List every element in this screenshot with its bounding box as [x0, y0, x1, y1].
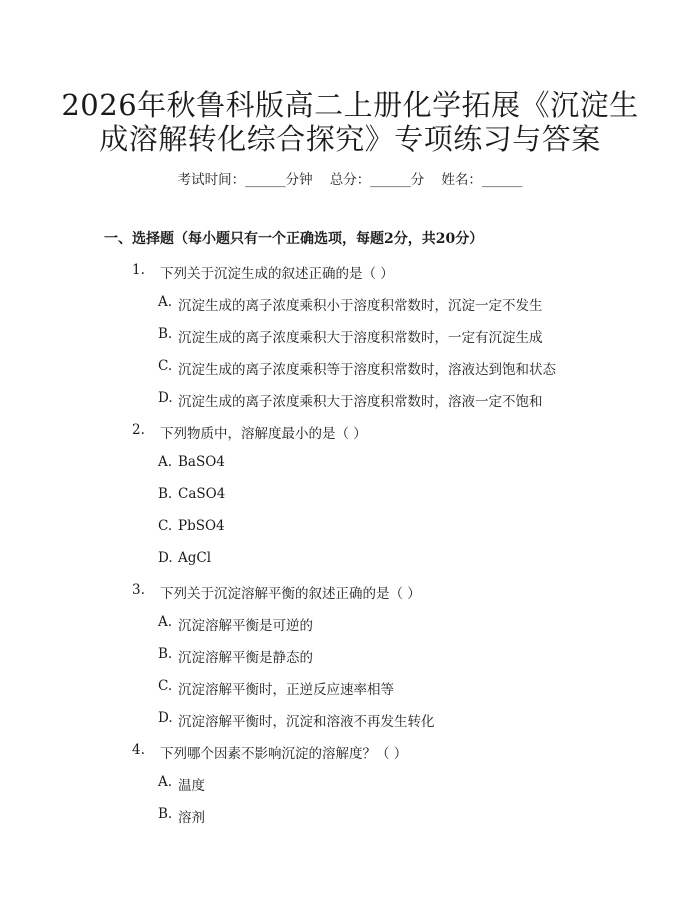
option-text: 沉淀生成的离子浓度乘积等于溶度积常数时，溶液达到饱和状态	[178, 362, 556, 378]
option-letter: D.	[158, 710, 173, 726]
option-text: 沉淀溶解平衡是静态的	[178, 650, 313, 666]
option-text: 沉淀生成的离子浓度乘积小于溶度积常数时，沉淀一定不发生	[178, 298, 543, 314]
option-text: AgCl	[178, 550, 212, 566]
question-text: 下列物质中，溶解度最小的是（ ）	[160, 426, 367, 442]
option-letter: B.	[158, 646, 173, 662]
option-text: 温度	[178, 778, 205, 794]
option-text: 沉淀生成的离子浓度乘积大于溶度积常数时，一定有沉淀生成	[178, 330, 543, 346]
option-text: PbSO4	[178, 518, 225, 534]
option-letter: C.	[158, 358, 173, 374]
option-letter: B.	[158, 486, 173, 502]
option-letter: D.	[158, 550, 173, 566]
option-letter: C.	[158, 518, 173, 534]
question-number: 1.	[132, 262, 145, 278]
option-text: BaSO4	[178, 454, 225, 470]
exam-meta-line: 考试时间：______分钟 总分：______分 姓名：______	[177, 172, 523, 188]
option-letter: A.	[158, 774, 173, 790]
question-number: 2.	[132, 422, 145, 438]
option-text: 沉淀溶解平衡时，正逆反应速率相等	[178, 682, 394, 698]
option-letter: A.	[158, 454, 173, 470]
question-number: 4.	[132, 742, 145, 758]
question-text: 下列关于沉淀溶解平衡的叙述正确的是（ ）	[160, 586, 421, 602]
document-title-line-1: 2026年秋鲁科版高二上册化学拓展《沉淀生	[61, 88, 639, 122]
option-text: 沉淀溶解平衡时，沉淀和溶液不再发生转化	[178, 714, 435, 730]
option-letter: B.	[158, 806, 173, 822]
question-number: 3.	[132, 582, 145, 598]
option-text: 溶剂	[178, 810, 205, 826]
document-title-line-2: 成溶解转化综合探究》专项练习与答案	[99, 122, 601, 156]
option-letter: D.	[158, 390, 173, 406]
option-text: 沉淀溶解平衡是可逆的	[178, 618, 313, 634]
question-text: 下列关于沉淀生成的叙述正确的是（ ）	[160, 266, 394, 282]
option-letter: C.	[158, 678, 173, 694]
section-heading-multiple-choice: 一、选择题（每小题只有一个正确选项，每题2分，共20分）	[104, 231, 484, 247]
option-letter: A.	[158, 294, 173, 310]
option-text: 沉淀生成的离子浓度乘积大于溶度积常数时，溶液一定不饱和	[178, 394, 543, 410]
option-letter: B.	[158, 326, 173, 342]
question-text: 下列哪个因素不影响沉淀的溶解度？（ ）	[160, 746, 408, 762]
option-text: CaSO4	[178, 486, 226, 502]
option-letter: A.	[158, 614, 173, 630]
